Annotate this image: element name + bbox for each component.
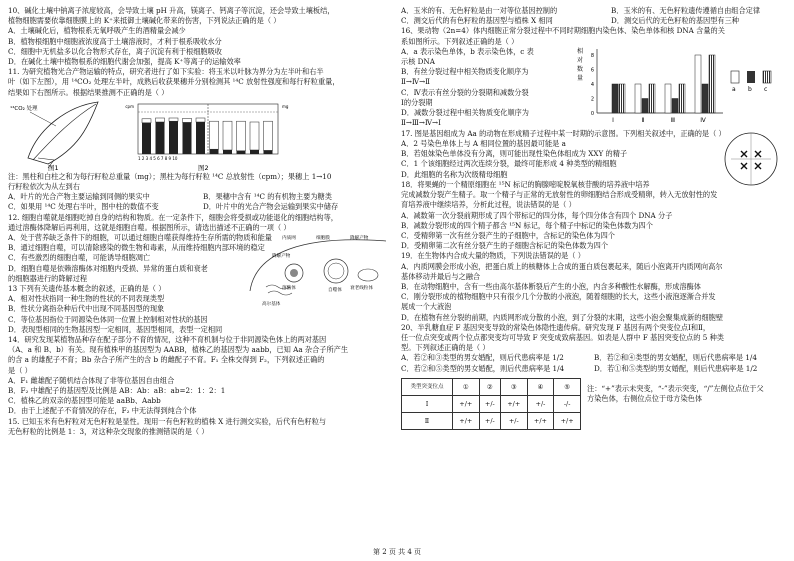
q16-option-b: B．有丝分裂过程中相关物质变化顺序为 (401, 67, 529, 77)
fig2-bar-unlabeled (183, 118, 192, 122)
page-footer: 第 2 页 共 4 页 (372, 548, 422, 556)
y-tick: cpm (125, 103, 134, 109)
q14-option-d: D．由于上述配子不育情况的存在，F₂ 中无法得到纯合个体 (8, 406, 197, 416)
q16-option-a: A．a 表示染色单体，b 表示染色体，c 表 (401, 46, 534, 56)
q16-bar (619, 84, 625, 113)
q16-stem: 16、果动物（2n=4）体内细胞正常分裂过程中不同时期细胞内染色体、染色单体和核 DNA 含量的关 (401, 26, 725, 36)
y-axis-label: 数 (577, 65, 584, 73)
table-cell: +/+ (453, 395, 480, 412)
fig2-bar-labeled (169, 121, 178, 154)
table-cell: +/+ (527, 412, 554, 429)
q16-option-a: 示核 DNA (401, 57, 435, 67)
y-axis-label: 对 (577, 56, 584, 64)
table-cell: +/+ (453, 412, 480, 429)
leaf-diagram (10, 102, 98, 172)
fig1-label: 图1 (48, 163, 59, 172)
table-cell: -/- (554, 395, 581, 412)
table-row (402, 395, 581, 412)
q20-option-a: A．若②和③类型的男女婚配，则后代患病率是 1/2 (401, 353, 564, 363)
q16-y-tick: 4 (590, 81, 594, 88)
q14-stem: 14．研究发现某植物品种存在配子部分不育的情况，这种不育机制与位于非同源染色体上的两对基因 (8, 335, 327, 345)
table-row (402, 412, 581, 429)
q11-stem: 结果如下右图所示。根据结果推测不正确的是（ ） (8, 87, 169, 97)
q10-option-d: D．在碱化土壤中植物根系的细胞代谢会加强，提高 K⁺等离子的运输效率 (8, 57, 241, 67)
label-er: 内质网 (282, 236, 296, 242)
q19-option-c: 展成一个大液泡 (401, 302, 452, 312)
q17-options (401, 139, 711, 180)
q15-options-cd (401, 16, 787, 26)
table-header-cell: ⑤ (554, 378, 581, 395)
q14-option-b: B．F₂ 中雄配子的基因型及比例是 AB：Ab：aB：ab=2：1：2：1 (8, 386, 226, 396)
fig2-label: 图2 (198, 163, 209, 172)
table-note-line: 注：“+”表示未突变，“-”表示突变，“/”左侧位点位于父 (587, 383, 764, 393)
q15-stem: 15. 已知玉米有色籽粒对无色籽粒是显性。现用一有色籽粒的植株 X 进行测交实验，后代有色籽粒与 (8, 416, 327, 426)
legend-a: a (732, 85, 736, 93)
q11-note: 行籽粒依次为从左到右 (8, 182, 80, 192)
label-autophagosome: 自噬体 (328, 288, 342, 294)
q15-stem: 无色籽粒的比例是 1：3，对这种杂交现象的推测错误的是（ ） (8, 426, 209, 436)
table-cell: Ⅱ (402, 412, 453, 429)
fig2-bar-labeled (250, 150, 259, 154)
q16-bar (709, 55, 715, 113)
q20-stem: 型。下列叙述正确的是（ ） (401, 343, 490, 353)
q16-option-b: Ⅱ→Ⅳ→Ⅱ (401, 77, 430, 87)
q16-y-tick: 2 (590, 96, 594, 103)
q10-stem: 10、碱化土壤中钠离子浓度较高，会导致土壤 pH 升高，镁离子、钙离子等沉淀，还会导致土壤板结， (8, 6, 335, 15)
q19-option-b: B．在动物细胞中，含有一些由高尔基体断裂后产生的小泡，内含多种酸性水解酶，形成溶酶体 (401, 282, 701, 292)
mutation-table (401, 378, 581, 430)
q10-option-c: C．细胞中无机盐多以化合物形式存在，离子沉淀有利于根细胞吸收 (8, 46, 222, 56)
fig2-bar-unlabeled (223, 121, 232, 150)
q10-option-a: A．土壤碱化后，植物根系无氧呼吸产生的酒精量会减少 (8, 26, 186, 36)
q18-option-b: B．减数分裂形成的四个精子都含 ¹⁵N 标记，每个精子中标记的染色体数为四个 (401, 220, 653, 230)
table-header-cell: ① (453, 378, 480, 395)
table-cell: +/+ (554, 412, 581, 429)
q11-stem: 叶（如下左图），用 ¹⁴CO₂ 处理左半叶，成熟后收获果穗并分别检测其 ¹⁴C 放射性强度和每行籽粒重量， (8, 77, 340, 87)
q16-y-tick: 6 (590, 67, 594, 74)
fig2-bar-unlabeled (264, 121, 273, 150)
q12-option-c: C．有些激烈的细胞自噬，可能诱导细胞凋亡 (8, 253, 151, 263)
co2-label: ¹⁴CO₂ 处理 (10, 105, 38, 112)
q15-option-a: A．玉米的有、无色籽粒是由一对等位基因控制的 (401, 6, 558, 15)
y-axis-label: 相 (577, 47, 584, 55)
q14-stem: （A、a 和 B、b）有关。现有植株甲的基因型为 AABB，植株乙的基因型为 aabb，已知 Aa 杂合子所产生 (8, 345, 349, 355)
q20-option-b: B．若②和④类型的男女婚配，则后代患病率是 1/4 (594, 353, 757, 363)
q11-option-b: B．果穗中含有 ¹⁴C 的有机物主要为糖类 (203, 192, 332, 202)
q15-option-b: B．玉米的有、无色籽粒遗传遵循自由组合定律 (611, 6, 761, 15)
cell-division-diagram (719, 129, 783, 189)
table-cell: +/- (479, 412, 500, 429)
x-tick: 1 2 3 4 5 6 7 8 9 10 (138, 155, 178, 161)
fig2-bar-unlabeled (142, 119, 151, 123)
fig2-bar-labeled (196, 122, 205, 154)
q14-option-a: A．F₁ 雌雄配子随机结合体现了非等位基因自由组合 (8, 375, 175, 385)
label-mitochondria: 衰老线粒体 (350, 286, 373, 292)
q16-option-c: C．Ⅳ表示有丝分裂的分裂期和减数分裂 (401, 87, 529, 97)
table-cell: Ⅰ (402, 395, 453, 412)
fig2-bar-labeled (142, 123, 151, 154)
q16-bar (679, 84, 685, 113)
q12-stem: 通过溶酶体降解后再利用，这就是细胞自噬。根据图所示，请选出描述不正确的一项（ ） (8, 222, 291, 232)
q11-option-d: D．叶片中的光合产物会运输到果实中储存 (203, 202, 339, 212)
q11-note: 注：黑柱和白柱之和为每行籽粒总重量（mg）；黑柱为每行籽粒 ¹⁴C 总放射性（cpm）；果穗上 1→10 (8, 171, 332, 181)
q16-option-d: Ⅱ→Ⅲ→Ⅳ→Ⅰ (401, 118, 441, 128)
q11-figure-svg (8, 98, 393, 172)
q16-bar (612, 84, 618, 113)
q16-category-label: Ⅳ (700, 116, 706, 124)
table-header-cell: ② (479, 378, 500, 395)
q18-option-a: A．减数第一次分裂前期形成了四个带标记的四分体，每个四分体含有四个 DNA 分子 (401, 210, 673, 220)
table-note (587, 384, 787, 404)
table-note-line: 方染色体，右侧位点位于母方染色体 (587, 394, 703, 404)
q16-bar (665, 84, 671, 113)
legend (731, 71, 771, 93)
left-column (8, 6, 393, 437)
q18-stem: 完成减数分裂产生精子。取一个精子与正常的无放射性的卵细胞结合形成受精卵，转入无放射性的发 (401, 190, 718, 200)
fig2-bar-labeled (183, 122, 192, 154)
fig2-bar-labeled (237, 151, 246, 154)
label-product: 降解产物 (272, 254, 291, 260)
q15-option-d: D．测交后代的无色籽粒的基因型有三种 (611, 16, 739, 26)
q16-bar (635, 84, 641, 113)
q11-option-a: A．叶片的光合产物主要运输到同侧的果实中 (8, 192, 150, 202)
q14-option-c: C．植株乙的双亲的基因型可能是 aaBb、Aabb (8, 396, 161, 406)
q17-option-d: D．此细胞的名称为次级精母细胞 (401, 169, 508, 179)
q16-block (401, 47, 787, 129)
q11-options-cd (8, 202, 393, 212)
table-cell: +/- (527, 395, 554, 412)
q16-bar (642, 98, 648, 113)
q16-bar (702, 84, 708, 113)
q17-option-b: B．若姐妹染色单体没有分离，则可能出现性染色体组成为 XXY 的精子 (401, 149, 628, 159)
q16-category-label: Ⅱ (641, 116, 645, 124)
table-header-cell: ③ (500, 378, 527, 395)
fig2-bar-unlabeled (250, 122, 259, 150)
legend-b: b (748, 85, 752, 93)
q12-option-b: B．通过细胞自噬，可以清除感染的微生物和毒素，从而维持细胞内部环境的稳定 (8, 243, 265, 253)
y-axis-label: 量 (577, 74, 584, 82)
q15-option-c: C．测交后代的有色籽粒的基因型与植株 X 相同 (401, 16, 553, 26)
q17-block (401, 139, 787, 180)
table-header-cell: 类型突变位点 (402, 378, 453, 395)
q16-stem: 系如图所示。下列叙述正确的是（ ） (401, 36, 519, 46)
table-cell: +/- (500, 412, 527, 429)
q11-stem: 11. 为研究植物光合产物运输的特点，研究者进行了如下实验：将玉米以叶脉为界分为左半叶和右半 (8, 67, 324, 77)
q16-bar-chart (573, 43, 783, 127)
q16-y-tick: 0 (590, 110, 594, 117)
q18-stem: 育培养液中继续培养，分析此过程，说法错误的是（ ） (401, 200, 576, 210)
q20-options-cd (401, 364, 787, 374)
q15-options-ab (401, 6, 787, 16)
q19-stem: 19．在生物体内合成大量的物质，下列说法错误的是（ ） (401, 251, 585, 261)
q13-option-a: A．相对性状指同一种生物的性状的不同表现类型 (8, 294, 165, 304)
q10-option-b: B．植物根细胞中细胞液浓度高于土壤溶液时，才利于根系吸收水分 (8, 36, 222, 46)
q13-option-d: D．表现型相同的生物基因型一定相同，基因型相同，表型一定相同 (8, 324, 223, 334)
q11-options-ab (8, 192, 393, 202)
label-lysosome: 溶酶体 (282, 286, 296, 292)
q18-option-c: C．受精卵第一次有丝分裂产生的子细胞中，含标记的染色体为四个 (401, 231, 615, 241)
q16-bar (695, 55, 701, 113)
label-membrane: 细胞膜 (316, 236, 330, 242)
y-tick: mg (282, 103, 289, 109)
q17-option-a: A．2 号染色单体上与 A 相同位置的基因最可能是 a (401, 139, 566, 149)
label-golgi: 高尔基体 (262, 302, 281, 308)
q18-stem: 18．将果蝇的一个精原细胞在 ¹⁵N 标记的胸腺嘧啶脱氧核苷酸的培养液中培养 (401, 180, 650, 190)
q20-option-d: D．若①和⑤类型的男女婚配，则后代患病率是 1/2 (594, 363, 758, 373)
fig2-bar-labeled (156, 122, 165, 154)
q14-stem: 是（ ） (8, 365, 32, 375)
q10-stem: 植物细胞需要依靠细胞膜上的 K⁺来抵御土壤碱化带来的伤害，下列说法正确的是（ ） (8, 16, 281, 26)
q18-option-d: D．受精卵第二次有丝分裂产生的子细胞含标记的染色体数为四个 (401, 241, 609, 251)
fig2-bar-unlabeled (196, 118, 205, 122)
q12-text (8, 253, 243, 304)
q16-option-c: Ⅰ的分裂期 (401, 97, 433, 107)
q16-bar (649, 84, 655, 113)
fig2-bar-unlabeled (237, 121, 246, 151)
q19-option-c: C．刚分裂形成的植物细胞中只有很少几个分散的小液泡，随着细胞的长大，这些小液泡逐渐合并发 (401, 292, 716, 302)
q20-stem: 20、半乳糖血症 F 基因突变导致的常染色体隐性遗传病。研究发现 F 基因有两个突变位点Ⅰ和Ⅱ， (401, 322, 711, 332)
q16-bar (672, 98, 678, 113)
q20-table-block (401, 378, 787, 436)
table-cell: +/- (479, 395, 500, 412)
q17-stem: 17. 图是基因组成为 Aa 的动物在形成精子过程中某一时期的示意图。下列相关叙述中，正确的是（ ） (401, 128, 726, 138)
q16-option-d: D．减数分裂过程中相关物质变化顺序为 (401, 108, 529, 118)
q11-option-c: C．如果用 ¹⁴C 处理右半叶，图中柱的数值不变 (8, 202, 159, 212)
q11-figures (8, 98, 393, 172)
q12-option-d: 的细胞器进行的降解过程 (8, 273, 88, 283)
q19-option-a: A．内质网膜会形成小泡，把蛋白质上的核糖体上合成的蛋白质包裹起来，随后小泡离开内质网向高尔 (401, 261, 723, 271)
q17-option-c: C．1 个该细胞经过两次连续分裂，最终可能形成 4 种类型的精细胞 (401, 159, 617, 169)
q12-option-d: D．细胞自噬是依赖溶酶体对细胞内受损、异常的蛋白质和衰老 (8, 263, 208, 273)
q16-category-label: Ⅰ (612, 116, 614, 124)
q19-option-a: 基体移动并最后与之融合 (401, 271, 481, 281)
q12-stem: 12. 细胞自噬就是细胞吃掉自身的结构和物质。在一定条件下，细胞会将受损或功能退化的细胞结构等， (8, 212, 338, 222)
q16-y-tick: 8 (590, 52, 594, 59)
q20-option-c: C．若②和⑤类型的男女婚配，则后代患病率是 1/4 (401, 363, 565, 373)
q16-options (401, 47, 571, 129)
q20-options-ab (401, 353, 787, 363)
q20-stem: 任一位点突变或两个位点都突变均可导致 F 突变成致病基因。如表是人群中 F 基因突变位点的 5 种类 (401, 333, 724, 343)
fig2-bar-unlabeled (169, 118, 178, 121)
fig2-bar-labeled (210, 149, 219, 154)
q12-option-a: A．处于营养缺乏条件下的细胞，可以通过细胞自噬获得维持生存所需的物质和能量 (8, 233, 272, 243)
table-cell: +/+ (500, 395, 527, 412)
autophagy-diagram (246, 231, 393, 309)
right-column (401, 6, 787, 436)
fig2-bar-labeled (264, 150, 273, 154)
q14-stem: 的含 a 的雄配子不育；Bb 杂合子所产生的含 b 的雌配子不育。F₁ 全株交得到 F₂，下列叙述正确的 (8, 355, 325, 365)
fig2-bar-unlabeled (156, 118, 165, 122)
table-header-cell: ④ (527, 378, 554, 395)
q13-option-c: C．等位基因指位于同源染色体同一位置上控制相对性状的基因 (8, 314, 208, 324)
legend-c: c (764, 85, 768, 93)
fig2-bar-labeled (223, 150, 232, 154)
q19-option-d: D．在植物有丝分裂的前期，内质网形成分散的小泡，到了分裂的末期，这些小泡会聚集成新的细胞壁 (401, 312, 724, 322)
q13-stem: 13 下列有关遗传基本概念的叙述，正确的是（ ） (8, 284, 166, 294)
table-header-row (402, 378, 581, 395)
label-product: 降解产物 (350, 236, 369, 242)
q16-category-label: Ⅲ (670, 116, 676, 124)
fig2-bar-unlabeled (210, 121, 219, 149)
q13-option-b: B．性状分离指杂种后代中出现不同基因型的现象 (8, 304, 165, 314)
fig2-bar-chart (125, 104, 289, 172)
